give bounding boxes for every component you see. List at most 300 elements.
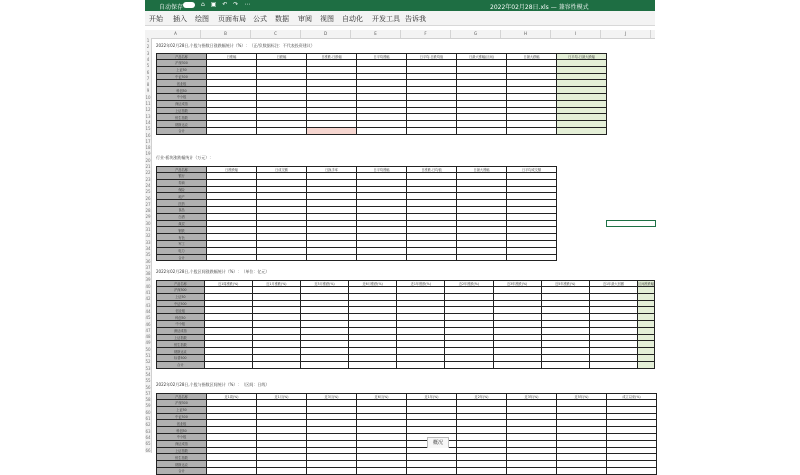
data-cell[interactable]	[207, 240, 257, 247]
data-cell[interactable]	[557, 100, 607, 107]
data-cell[interactable]	[207, 206, 257, 213]
data-cell[interactable]	[357, 213, 407, 220]
row-label-cell[interactable]: 地产	[157, 193, 207, 200]
data-cell[interactable]	[207, 461, 257, 468]
header-cell[interactable]: 日最大涨幅	[457, 167, 507, 173]
row-number[interactable]: 62	[145, 422, 151, 428]
data-cell[interactable]	[357, 200, 407, 207]
column-letter[interactable]: I	[551, 30, 601, 38]
data-cell[interactable]	[589, 354, 637, 361]
data-cell[interactable]	[257, 179, 307, 186]
header-cell[interactable]: 日平均-日跌均值	[407, 54, 457, 60]
header-cell[interactable]: 日最大跌幅	[507, 54, 557, 60]
row-label-cell[interactable]: 食品	[157, 206, 207, 213]
row-label-cell[interactable]: 钢铁	[157, 227, 207, 234]
data-cell[interactable]	[357, 447, 407, 454]
data-cell[interactable]	[257, 427, 307, 434]
data-cell[interactable]	[607, 447, 657, 454]
data-cell[interactable]	[397, 287, 445, 294]
data-cell[interactable]	[493, 354, 541, 361]
data-cell[interactable]	[397, 348, 445, 355]
home-icon[interactable]: ⌂	[201, 1, 207, 8]
row-label-cell[interactable]: 沪深300	[157, 400, 207, 407]
data-cell[interactable]	[457, 107, 507, 114]
row-number[interactable]: 21	[145, 164, 151, 169]
header-cell[interactable]: 近2年(%)	[457, 394, 507, 400]
data-cell[interactable]	[307, 454, 357, 461]
data-cell[interactable]	[507, 454, 557, 461]
data-cell[interactable]	[207, 234, 257, 241]
row-number[interactable]: 2	[146, 44, 150, 50]
data-cell[interactable]	[307, 440, 357, 447]
header-cell[interactable]: 近3年涨跌(%)	[493, 281, 541, 287]
data-cell[interactable]	[397, 361, 445, 368]
data-cell[interactable]	[207, 247, 257, 254]
data-cell[interactable]	[493, 348, 541, 355]
data-cell[interactable]	[207, 447, 257, 454]
header-cell[interactable]: 日涨跌-日跌幅	[307, 54, 357, 60]
data-cell[interactable]	[557, 121, 607, 128]
data-cell[interactable]	[607, 440, 657, 447]
data-cell[interactable]	[397, 320, 445, 327]
data-cell[interactable]	[252, 334, 300, 341]
data-cell[interactable]	[349, 293, 397, 300]
data-cell[interactable]	[257, 107, 307, 114]
data-cell[interactable]	[357, 254, 407, 261]
data-cell[interactable]	[397, 314, 445, 321]
data-cell[interactable]	[252, 354, 300, 361]
data-cell[interactable]	[307, 433, 357, 440]
row-label-cell[interactable]: 创业板	[157, 307, 205, 314]
ribbon-tab[interactable]: 告诉我	[405, 15, 426, 23]
data-cell[interactable]	[357, 440, 407, 447]
data-cell[interactable]	[541, 287, 589, 294]
header-cell[interactable]: 近5年涨跌(%)	[541, 281, 589, 287]
data-cell[interactable]	[457, 240, 507, 247]
data-cell[interactable]	[445, 334, 493, 341]
data-cell[interactable]	[257, 440, 307, 447]
data-cell[interactable]	[557, 60, 607, 67]
row-number[interactable]: 52	[145, 359, 151, 365]
row-number[interactable]: 26	[145, 195, 151, 201]
data-cell[interactable]	[397, 334, 445, 341]
data-cell[interactable]	[557, 87, 607, 94]
data-cell[interactable]	[407, 413, 457, 420]
data-cell[interactable]	[307, 227, 357, 234]
data-cell[interactable]	[349, 307, 397, 314]
row-number[interactable]: 51	[145, 353, 151, 358]
row-number[interactable]: 38	[145, 271, 151, 277]
data-cell[interactable]	[252, 293, 300, 300]
data-cell[interactable]	[507, 60, 557, 67]
data-cell[interactable]	[557, 114, 607, 121]
row-label-cell[interactable]: 深证成指	[157, 100, 207, 107]
data-cell[interactable]	[407, 227, 457, 234]
data-cell[interactable]	[307, 179, 357, 186]
row-number[interactable]: 64	[145, 434, 151, 440]
data-cell[interactable]	[507, 73, 557, 80]
column-letter[interactable]: F	[401, 30, 451, 38]
data-cell[interactable]	[507, 87, 557, 94]
data-cell[interactable]	[557, 406, 607, 413]
header-cell[interactable]: 产品名称	[157, 167, 207, 173]
data-cell[interactable]	[300, 314, 348, 321]
row-number[interactable]: 60	[145, 409, 151, 415]
row-number[interactable]: 5	[146, 63, 150, 69]
data-cell[interactable]	[407, 220, 457, 227]
row-number[interactable]: 7	[146, 75, 150, 81]
data-cell[interactable]	[307, 114, 357, 121]
data-cell[interactable]	[457, 66, 507, 73]
row-label-cell[interactable]: 合计	[157, 127, 207, 134]
data-cell[interactable]	[507, 93, 557, 100]
row-number[interactable]: 14	[145, 119, 151, 125]
data-cell[interactable]	[541, 300, 589, 307]
header-cell[interactable]: 近1月(%)	[257, 394, 307, 400]
row-number[interactable]: 12	[145, 107, 151, 113]
data-cell[interactable]	[457, 114, 507, 121]
data-cell[interactable]	[357, 66, 407, 73]
data-cell[interactable]	[307, 240, 357, 247]
row-number[interactable]: 6	[146, 69, 150, 75]
row-label-cell[interactable]: 创业板	[157, 80, 207, 87]
data-cell[interactable]	[252, 300, 300, 307]
data-cell[interactable]	[357, 234, 407, 241]
row-label-cell[interactable]: 中小板	[157, 433, 207, 440]
data-cell[interactable]	[541, 320, 589, 327]
data-cell[interactable]	[300, 327, 348, 334]
row-label-cell[interactable]: 电力	[157, 247, 207, 254]
data-cell[interactable]	[589, 307, 637, 314]
data-cell[interactable]	[300, 320, 348, 327]
header-cell[interactable]: 产品名称	[157, 394, 207, 400]
data-cell[interactable]	[457, 447, 507, 454]
data-cell[interactable]	[357, 461, 407, 468]
data-cell[interactable]	[357, 127, 407, 134]
data-cell[interactable]	[300, 348, 348, 355]
data-cell[interactable]	[397, 354, 445, 361]
row-number[interactable]: 10	[145, 94, 151, 100]
data-cell[interactable]	[207, 433, 257, 440]
column-letter[interactable]: D	[301, 30, 351, 38]
data-cell[interactable]	[257, 213, 307, 220]
data-cell[interactable]	[257, 234, 307, 241]
data-cell[interactable]	[407, 447, 457, 454]
data-cell[interactable]	[589, 300, 637, 307]
data-cell[interactable]	[507, 427, 557, 434]
data-cell[interactable]	[204, 287, 252, 294]
data-cell[interactable]	[407, 234, 457, 241]
row-number[interactable]: 48	[145, 334, 151, 340]
row-label-cell[interactable]: 纳斯达克	[157, 461, 207, 468]
data-cell[interactable]	[204, 307, 252, 314]
data-cell[interactable]	[445, 361, 493, 368]
data-cell[interactable]	[357, 193, 407, 200]
data-cell[interactable]	[589, 287, 637, 294]
data-cell[interactable]	[507, 400, 557, 407]
row-label-cell[interactable]: 上证50	[157, 406, 207, 413]
data-cell[interactable]	[445, 307, 493, 314]
data-cell[interactable]	[557, 73, 607, 80]
data-cell[interactable]	[457, 220, 507, 227]
row-number[interactable]: 35	[145, 252, 151, 258]
header-cell[interactable]: 日跌幅	[257, 54, 307, 60]
data-cell[interactable]	[207, 467, 257, 474]
data-cell[interactable]	[300, 293, 348, 300]
column-letter[interactable]: E	[351, 30, 401, 38]
data-cell[interactable]	[257, 80, 307, 87]
data-cell[interactable]	[307, 73, 357, 80]
data-cell[interactable]	[589, 341, 637, 348]
data-cell[interactable]	[349, 354, 397, 361]
data-cell[interactable]	[204, 300, 252, 307]
data-cell[interactable]	[607, 433, 657, 440]
data-cell[interactable]	[407, 461, 457, 468]
data-cell[interactable]	[407, 107, 457, 114]
row-number[interactable]: 16	[145, 132, 151, 138]
data-cell[interactable]	[507, 213, 557, 220]
header-cell[interactable]: 日平均涨幅	[357, 54, 407, 60]
row-number[interactable]: 44	[145, 308, 151, 314]
data-cell[interactable]	[457, 400, 507, 407]
row-number[interactable]: 34	[145, 245, 151, 251]
data-cell[interactable]	[204, 327, 252, 334]
data-cell[interactable]	[557, 107, 607, 114]
row-number[interactable]: 25	[145, 189, 151, 195]
row-number[interactable]: 59	[145, 403, 151, 409]
data-cell[interactable]	[207, 60, 257, 67]
data-cell[interactable]	[307, 127, 357, 134]
data-cell[interactable]	[507, 200, 557, 207]
ribbon-tab[interactable]: 自动化	[342, 15, 363, 23]
data-cell[interactable]	[357, 179, 407, 186]
data-cell[interactable]	[589, 348, 637, 355]
data-cell[interactable]	[638, 348, 655, 355]
row-label-cell[interactable]: 银行	[157, 173, 207, 180]
data-cell[interactable]	[638, 361, 655, 368]
data-cell[interactable]	[493, 307, 541, 314]
data-cell[interactable]	[307, 93, 357, 100]
header-cell[interactable]: 近3月(%)	[307, 394, 357, 400]
column-letter[interactable]: H	[501, 30, 551, 38]
data-cell[interactable]	[204, 320, 252, 327]
column-letter[interactable]: B	[201, 30, 251, 38]
data-cell[interactable]	[349, 348, 397, 355]
data-cell[interactable]	[207, 400, 257, 407]
data-cell[interactable]	[457, 254, 507, 261]
data-cell[interactable]	[357, 80, 407, 87]
row-label-cell[interactable]: 合计	[157, 254, 207, 261]
data-cell[interactable]	[357, 227, 407, 234]
data-cell[interactable]	[357, 60, 407, 67]
data-cell[interactable]	[507, 433, 557, 440]
data-cell[interactable]	[557, 413, 607, 420]
data-cell[interactable]	[541, 327, 589, 334]
data-cell[interactable]	[257, 186, 307, 193]
row-label-cell[interactable]: 创业板	[157, 420, 207, 427]
data-cell[interactable]	[407, 127, 457, 134]
data-cell[interactable]	[607, 400, 657, 407]
data-cell[interactable]	[207, 114, 257, 121]
row-number[interactable]: 56	[145, 384, 151, 390]
data-cell[interactable]	[307, 200, 357, 207]
data-cell[interactable]	[445, 300, 493, 307]
data-cell[interactable]	[300, 334, 348, 341]
data-cell[interactable]	[457, 87, 507, 94]
more-icon[interactable]: ⋯	[244, 1, 253, 8]
data-cell[interactable]	[445, 320, 493, 327]
data-cell[interactable]	[357, 240, 407, 247]
header-cell[interactable]: 产品名称	[157, 54, 207, 60]
data-cell[interactable]	[407, 420, 457, 427]
data-cell[interactable]	[507, 227, 557, 234]
ribbon-tab[interactable]: 页面布局	[218, 15, 246, 23]
data-cell[interactable]	[457, 100, 507, 107]
data-cell[interactable]	[307, 420, 357, 427]
data-cell[interactable]	[407, 200, 457, 207]
ribbon-tab[interactable]: 审阅	[298, 15, 312, 23]
header-cell[interactable]: 日平均-日最大跌幅	[557, 54, 607, 60]
row-label-cell[interactable]: 中证500	[157, 73, 207, 80]
row-number[interactable]: 11	[145, 101, 151, 106]
row-number[interactable]: 13	[145, 113, 151, 119]
data-cell[interactable]	[257, 247, 307, 254]
header-cell[interactable]: 日成交额	[257, 167, 307, 173]
data-cell[interactable]	[507, 247, 557, 254]
data-cell[interactable]	[638, 320, 655, 327]
row-number[interactable]: 24	[145, 182, 151, 188]
data-cell[interactable]	[257, 121, 307, 128]
data-cell[interactable]	[507, 206, 557, 213]
data-cell[interactable]	[357, 247, 407, 254]
data-cell[interactable]	[541, 361, 589, 368]
data-cell[interactable]	[407, 121, 457, 128]
row-number[interactable]: 9	[146, 88, 150, 94]
row-number[interactable]: 65	[145, 441, 151, 447]
data-cell[interactable]	[557, 440, 607, 447]
redo-icon[interactable]: ↷	[233, 1, 241, 8]
row-label-cell[interactable]: 上证指数	[157, 447, 207, 454]
data-cell[interactable]	[252, 314, 300, 321]
data-cell[interactable]	[257, 240, 307, 247]
data-cell[interactable]	[507, 80, 557, 87]
data-cell[interactable]	[307, 406, 357, 413]
data-cell[interactable]	[589, 361, 637, 368]
data-cell[interactable]	[407, 179, 457, 186]
data-cell[interactable]	[445, 314, 493, 321]
data-cell[interactable]	[407, 114, 457, 121]
data-cell[interactable]	[252, 348, 300, 355]
data-cell[interactable]	[507, 173, 557, 180]
data-cell[interactable]	[638, 314, 655, 321]
data-cell[interactable]	[638, 293, 655, 300]
data-cell[interactable]	[204, 293, 252, 300]
data-cell[interactable]	[607, 454, 657, 461]
data-cell[interactable]	[307, 173, 357, 180]
data-cell[interactable]	[257, 420, 307, 427]
data-cell[interactable]	[507, 413, 557, 420]
data-cell[interactable]	[207, 200, 257, 207]
header-cell[interactable]: 日涨跌幅	[207, 167, 257, 173]
row-number[interactable]: 27	[145, 201, 151, 207]
data-cell[interactable]	[397, 300, 445, 307]
data-cell[interactable]	[257, 60, 307, 67]
data-cell[interactable]	[445, 348, 493, 355]
data-cell[interactable]	[507, 461, 557, 468]
data-cell[interactable]	[589, 314, 637, 321]
ribbon-tab[interactable]: 绘图	[195, 15, 209, 23]
row-label-cell[interactable]: 保险	[157, 186, 207, 193]
row-label-cell[interactable]: 深证成指	[157, 327, 205, 334]
data-cell[interactable]	[541, 314, 589, 321]
data-cell[interactable]	[207, 127, 257, 134]
data-cell[interactable]	[607, 461, 657, 468]
data-cell[interactable]	[407, 400, 457, 407]
row-label-cell[interactable]: 军工	[157, 240, 207, 247]
ribbon-tab[interactable]: 插入	[173, 15, 187, 23]
data-cell[interactable]	[257, 220, 307, 227]
row-label-cell[interactable]: 中小板	[157, 320, 205, 327]
row-number[interactable]: 4	[146, 56, 150, 62]
data-cell[interactable]	[589, 320, 637, 327]
data-cell[interactable]	[407, 427, 457, 434]
data-cell[interactable]	[407, 66, 457, 73]
header-cell[interactable]: 区间涨跌幅	[638, 282, 654, 286]
data-cell[interactable]	[638, 334, 655, 341]
row-number[interactable]: 57	[145, 390, 151, 396]
data-cell[interactable]	[357, 206, 407, 213]
row-number[interactable]: 46	[145, 321, 151, 327]
data-cell[interactable]	[507, 467, 557, 474]
row-label-cell[interactable]: 上证50	[157, 66, 207, 73]
row-label-cell[interactable]: 恒生指数	[157, 341, 205, 348]
row-label-cell[interactable]: 科创50	[157, 427, 207, 434]
data-cell[interactable]	[307, 467, 357, 474]
data-cell[interactable]	[445, 287, 493, 294]
row-label-cell[interactable]: 沪深300	[157, 60, 207, 67]
data-cell[interactable]	[493, 341, 541, 348]
data-cell[interactable]	[300, 361, 348, 368]
row-label-cell[interactable]: 煤炭	[157, 220, 207, 227]
row-number[interactable]: 40	[145, 283, 151, 289]
data-cell[interactable]	[638, 327, 655, 334]
row-label-cell[interactable]: 券商	[157, 179, 207, 186]
row-number[interactable]: 39	[145, 277, 151, 283]
data-cell[interactable]	[457, 427, 507, 434]
data-cell[interactable]	[307, 66, 357, 73]
data-cell[interactable]	[207, 80, 257, 87]
data-cell[interactable]	[638, 300, 655, 307]
data-cell[interactable]	[357, 73, 407, 80]
data-cell[interactable]	[307, 60, 357, 67]
data-cell[interactable]	[257, 413, 307, 420]
data-cell[interactable]	[457, 60, 507, 67]
data-cell[interactable]	[357, 173, 407, 180]
data-cell[interactable]	[607, 420, 657, 427]
data-cell[interactable]	[638, 354, 655, 361]
data-cell[interactable]	[357, 100, 407, 107]
header-cell[interactable]: 近1月涨跌(%)	[252, 281, 300, 287]
selected-cell[interactable]	[606, 220, 656, 227]
data-cell[interactable]	[207, 427, 257, 434]
data-cell[interactable]	[207, 213, 257, 220]
ribbon-tab[interactable]: 开始	[149, 15, 163, 23]
header-cell[interactable]: 近3月涨跌(%)	[300, 281, 348, 287]
data-cell[interactable]	[257, 461, 307, 468]
data-cell[interactable]	[357, 186, 407, 193]
row-label-cell[interactable]: 上证指数	[157, 334, 205, 341]
row-label-cell[interactable]: 上证指数	[157, 107, 207, 114]
